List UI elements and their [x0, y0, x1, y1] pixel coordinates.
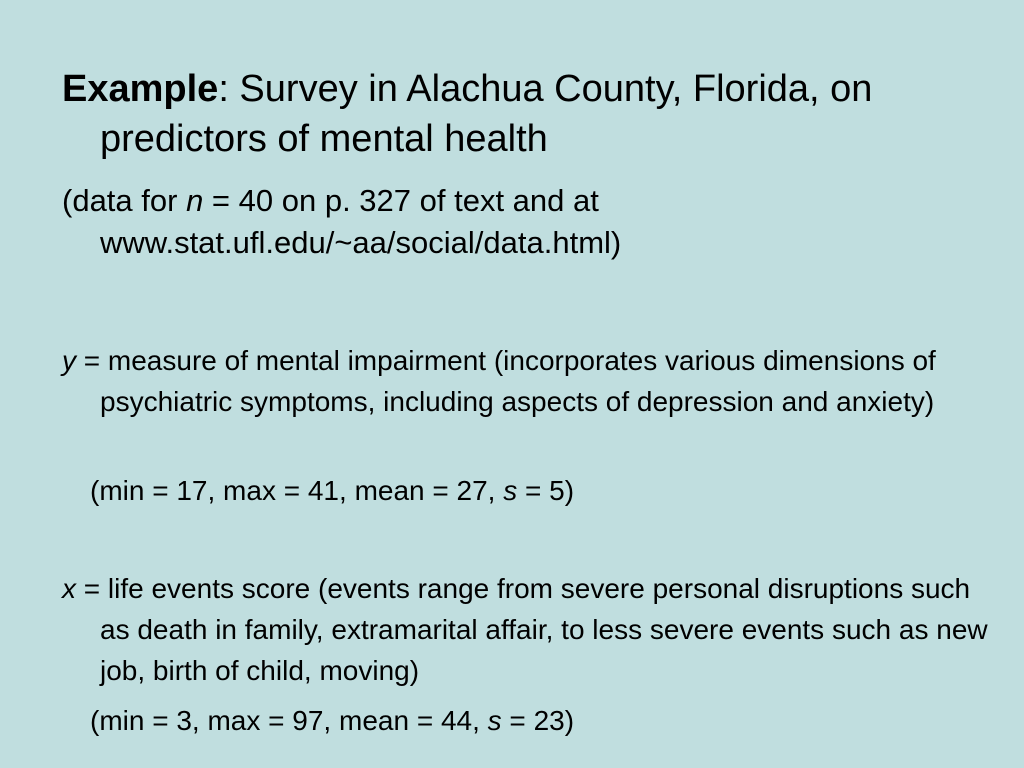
y-sd-symbol: s — [503, 475, 518, 506]
source-url: www.stat.ufl.edu/~aa/social/data.html — [100, 225, 611, 260]
y-definition-text: = measure of mental impairment (incorporates various dimensions of psychiatric symptoms, including aspects of depression and anxiety) — [76, 345, 936, 417]
title-colon: : — [218, 68, 229, 110]
slide-title — [62, 64, 992, 164]
x-sd-symbol: s — [487, 705, 502, 736]
sample-size-symbol: n — [186, 183, 204, 218]
y-stats-suffix: = 5) — [517, 475, 575, 506]
x-stats-suffix: = 23) — [501, 705, 575, 736]
y-stats-prefix: (min = 17, max = 41, mean = 27, — [90, 475, 504, 506]
source-prefix: (data for — [62, 183, 187, 218]
data-source-note — [62, 180, 992, 264]
x-stats-prefix: (min = 3, max = 97, mean = 44, — [90, 705, 488, 736]
x-symbol: x — [62, 573, 76, 604]
y-variable-definition — [62, 340, 992, 422]
x-variable-definition — [62, 568, 992, 691]
x-definition-text: = life events score (events range from severe personal disruptions such as death in family, extramarital affair, to less severe events such as new job, birth of child, moving) — [76, 573, 988, 686]
title-lead: Example — [62, 68, 219, 110]
source-suffix: ) — [610, 225, 622, 260]
x-summary-stats — [90, 700, 574, 741]
y-summary-stats — [90, 470, 574, 511]
title-text: Survey in Alachua County, Florida, on predictors of mental health — [100, 68, 873, 160]
source-mid: = 40 on p. 327 of text and at — [203, 183, 599, 218]
y-symbol: y — [62, 345, 76, 376]
